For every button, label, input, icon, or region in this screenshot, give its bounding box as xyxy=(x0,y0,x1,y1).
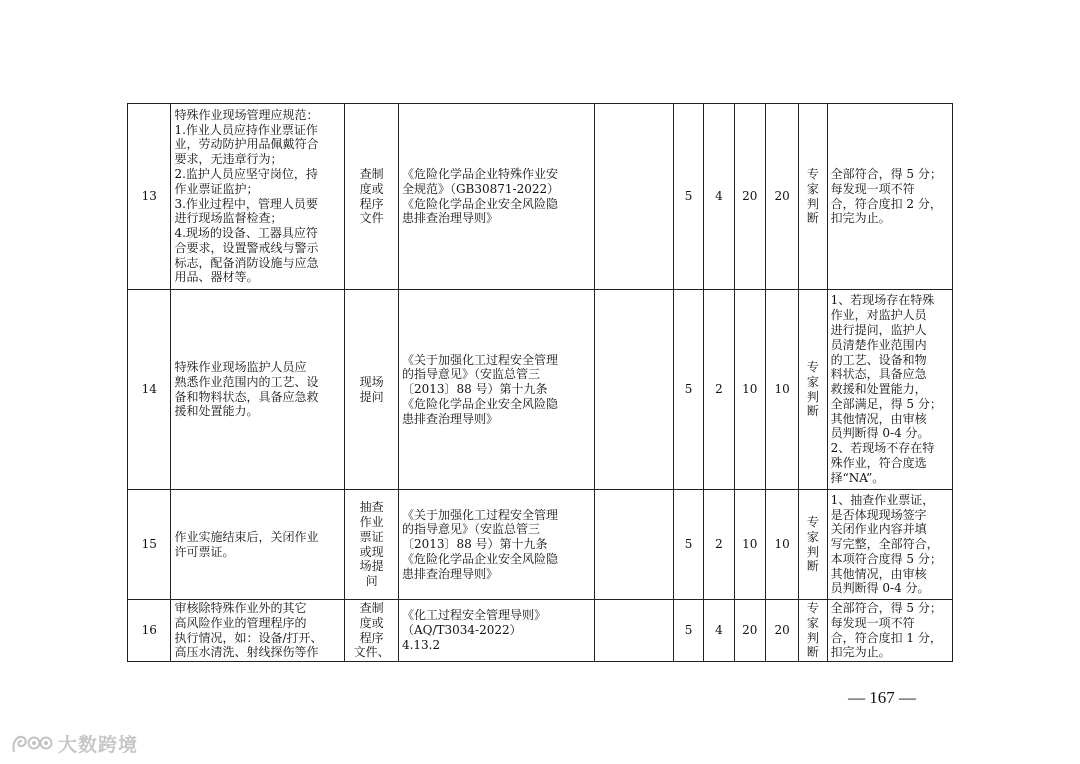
score-b: 2 xyxy=(704,490,734,600)
score-c: 20 xyxy=(734,600,765,662)
score-b: 2 xyxy=(704,290,734,490)
check-method: 查制 度或 程序 文件 xyxy=(345,104,399,290)
blank-cell xyxy=(595,600,674,662)
scoring-criteria: 1、若现场存在特殊 作业，对监护人员 进行提问，监护人 员清楚作业范围内 的工艺、设备和物 料状态，具备应急 救援和处置能力， 全部满足，得 5 分； 其他情况，由审核 员判断得 0-4 分。 2、若现场不存在特 殊作业，符合度选 择“NA”。 xyxy=(827,290,952,490)
basis: 《危险化学品企业特殊作业安 全规范》（GB30871-2022） 《危险化学品企业安全风险隐 患排查治理导则》 xyxy=(398,104,594,290)
table-row xyxy=(128,104,953,290)
scoring-criteria: 1、抽查作业票证， 是否体现现场签字 关闭作业内容并填 写完整，全部符合， 本项符合度得 5 分； 其他情况，由审核 员判断得 0-4 分。 xyxy=(827,490,952,600)
check-method: 查制 度或 程序 文件、 xyxy=(345,600,399,662)
requirement-content: 作业实施结束后，关闭作业 许可票证。 xyxy=(171,490,345,600)
watermark xyxy=(10,730,138,756)
score-a: 5 xyxy=(673,290,703,490)
requirement-content: 特殊作业现场管理应规范： 1.作业人员应持作业票证作 业，劳动防护用品佩戴符合 要求，无违章行为； 2.监护人员应坚守岗位，持 作业票证监护； 3.作业过程中，管理人员要 进行现场监督检查； 4.现场的设备、工器具应符 合要求，设置警戒线与警示 标志，配备消防设施与应急 用品、器材等。 xyxy=(171,104,345,290)
judgement: 专 家 判 断 xyxy=(799,104,827,290)
watermark-text: 大数跨境 xyxy=(58,733,139,756)
score-a: 5 xyxy=(673,490,703,600)
row-number: 13 xyxy=(128,104,171,290)
blank-cell xyxy=(595,490,674,600)
basis: 《化工过程安全管理导则》 （AQ/T3034-2022） 4.13.2 xyxy=(398,600,594,662)
requirement-content: 审核除特殊作业外的其它 高风险作业的管理程序的 执行情况，如：设备/打开、 高压水清洗、射线探伤等作 xyxy=(171,600,345,662)
scoring-criteria: 全部符合，得 5 分； 每发现一项不符 合，符合度扣 2 分， 扣完为止。 xyxy=(827,104,952,290)
table-row xyxy=(128,600,953,662)
judgement: 专 家 判 断 xyxy=(799,290,827,490)
requirement-content: 特殊作业现场监护人员应 熟悉作业范围内的工艺、设 备和物料状态，具备应急救 援和处置能力。 xyxy=(171,290,345,490)
score-c: 20 xyxy=(734,104,765,290)
row-number: 16 xyxy=(128,600,171,662)
score-b: 4 xyxy=(704,600,734,662)
score-d: 10 xyxy=(765,290,798,490)
evaluation-table xyxy=(127,103,953,662)
score-a: 5 xyxy=(673,104,703,290)
row-number: 14 xyxy=(128,290,171,490)
blank-cell xyxy=(595,104,674,290)
scoring-criteria: 全部符合，得 5 分； 每发现一项不符 合，符合度扣 1 分， 扣完为止。 xyxy=(827,600,952,662)
table-row xyxy=(128,490,953,600)
spiral-logo-icon xyxy=(10,732,54,754)
score-d: 20 xyxy=(765,600,798,662)
score-d: 10 xyxy=(765,490,798,600)
score-a: 5 xyxy=(673,600,703,662)
score-b: 4 xyxy=(704,104,734,290)
basis: 《关于加强化工过程安全管理 的指导意见》（安监总管三 〔2013〕88 号）第十九条 《危险化学品企业安全风险隐 患排查治理导则》 xyxy=(398,290,594,490)
row-number: 15 xyxy=(128,490,171,600)
score-c: 10 xyxy=(734,490,765,600)
score-c: 10 xyxy=(734,290,765,490)
page-number: — 167 — xyxy=(848,688,916,707)
judgement: 专 家 判 断 xyxy=(799,600,827,662)
basis: 《关于加强化工过程安全管理 的指导意见》（安监总管三 〔2013〕88 号）第十九条 《危险化学品企业安全风险隐 患排查治理导则》 xyxy=(398,490,594,600)
table-row xyxy=(128,290,953,490)
blank-cell xyxy=(595,290,674,490)
score-d: 20 xyxy=(765,104,798,290)
check-method: 抽查 作业 票证 或现 场提 问 xyxy=(345,490,399,600)
check-method: 现场 提问 xyxy=(345,290,399,490)
judgement: 专 家 判 断 xyxy=(799,490,827,600)
